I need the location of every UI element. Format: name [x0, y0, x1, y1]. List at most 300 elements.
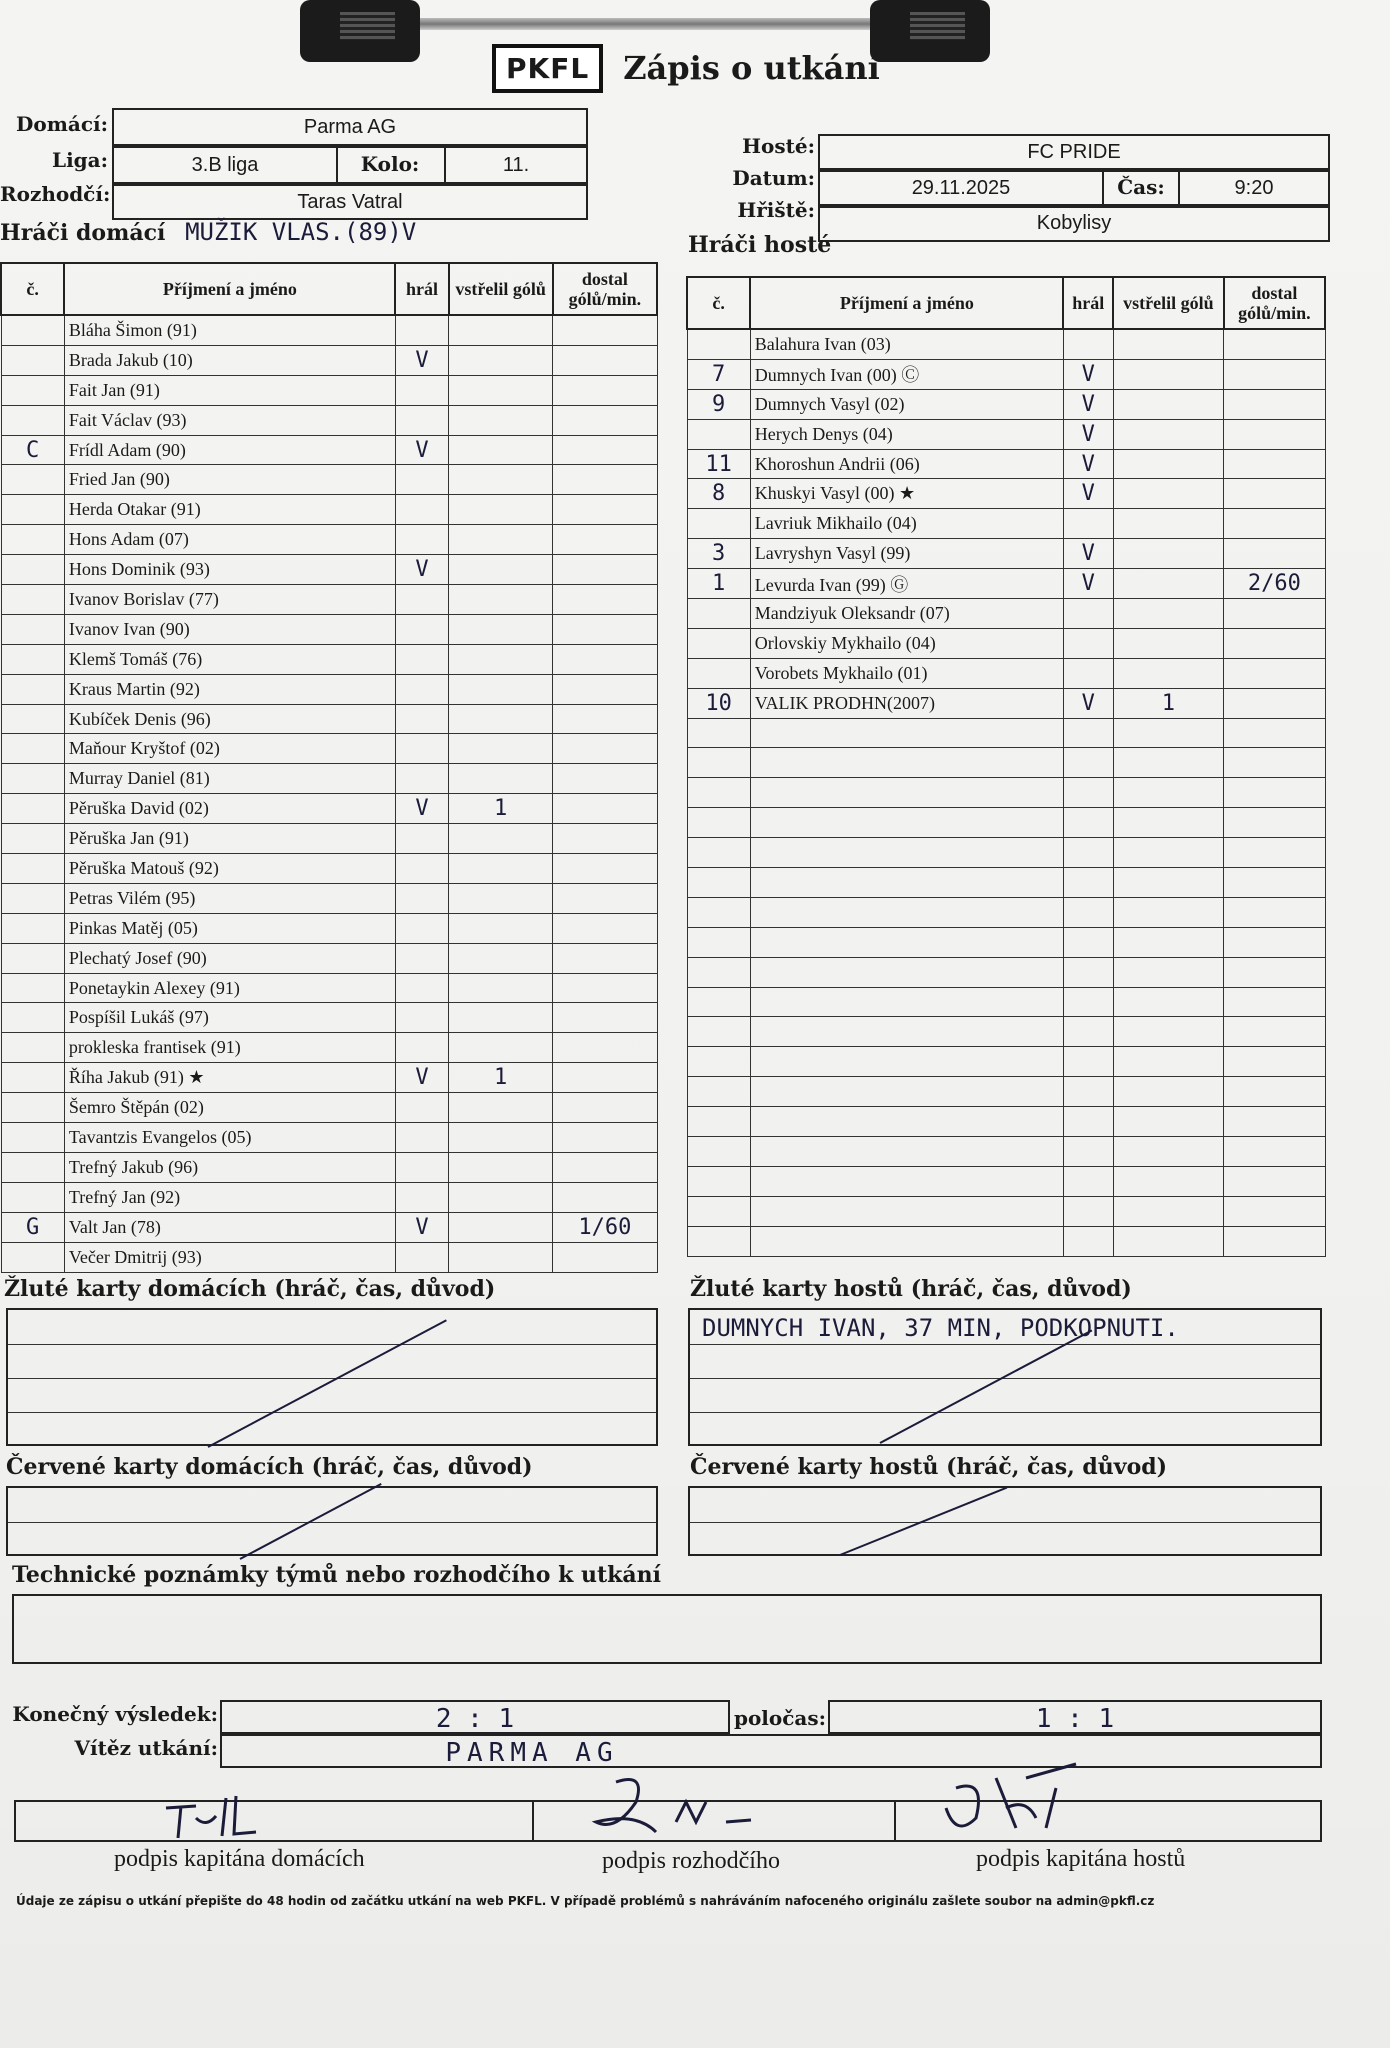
- played-mark: [1063, 1137, 1113, 1167]
- player-number: [687, 509, 750, 539]
- player-number: [1, 1152, 64, 1182]
- table-row: [1, 1212, 657, 1242]
- played-mark: [1063, 1107, 1113, 1137]
- player-number: [1, 1063, 64, 1093]
- conceded-value: [553, 1152, 657, 1182]
- goals-value: [449, 345, 553, 375]
- played-mark: [1063, 1077, 1113, 1107]
- guest-players-table: [686, 276, 1326, 1257]
- player-number: [687, 838, 750, 868]
- table-row: [1, 1242, 657, 1272]
- player-number: [1, 1242, 64, 1272]
- goals-value: [1113, 359, 1224, 389]
- table-row: [687, 718, 1325, 748]
- player-name: Ponetaykin Alexey (91): [64, 973, 395, 1003]
- goals-value: [1113, 1137, 1224, 1167]
- player-number: [687, 1107, 750, 1137]
- table-row: [687, 1047, 1325, 1077]
- player-name: [750, 1077, 1063, 1107]
- home-label: Domácí:: [16, 112, 108, 136]
- player-number: [1, 495, 64, 525]
- played-mark: [395, 1152, 448, 1182]
- played-mark: [395, 734, 448, 764]
- played-mark: [1063, 658, 1113, 688]
- played-mark: V: [395, 345, 448, 375]
- player-number: [1, 315, 64, 345]
- table-row: [687, 987, 1325, 1017]
- table-row: [687, 748, 1325, 778]
- player-name: Ivanov Ivan (90): [64, 614, 395, 644]
- halftime-value: 1 : 1: [1035, 1704, 1115, 1734]
- guest-team-field: [818, 134, 1330, 170]
- table-row: [687, 658, 1325, 688]
- guest-red-box: [688, 1486, 1322, 1556]
- conceded-value: [553, 943, 657, 973]
- conceded-value: [1224, 957, 1325, 987]
- table-row: [687, 599, 1325, 629]
- table-row: [1, 614, 657, 644]
- final-result-label: Konečný výsledek:: [12, 1702, 218, 1726]
- played-mark: [395, 674, 448, 704]
- goals-value: [1113, 897, 1224, 927]
- goals-value: 1: [449, 794, 553, 824]
- played-mark: [395, 644, 448, 674]
- played-mark: V: [1063, 479, 1113, 509]
- player-number: [1, 704, 64, 734]
- referee-label: Rozhodčí:: [0, 182, 111, 206]
- played-mark: [1063, 1166, 1113, 1196]
- conceded-value: [553, 585, 657, 615]
- player-number: [687, 329, 750, 359]
- field-label: Hřiště:: [737, 198, 815, 222]
- goals-value: [1113, 569, 1224, 599]
- guest-captain-sign-label: podpis kapitána hostů: [976, 1846, 1186, 1872]
- player-number: [1, 764, 64, 794]
- goals-value: [449, 1003, 553, 1033]
- goals-value: [449, 495, 553, 525]
- conceded-value: [1224, 479, 1325, 509]
- player-number: [1, 1093, 64, 1123]
- goals-value: [1113, 329, 1224, 359]
- time-label: Čas:: [1117, 175, 1165, 199]
- played-mark: [1063, 599, 1113, 629]
- col-num: č.: [687, 277, 750, 329]
- table-row: [1, 1033, 657, 1063]
- table-row: [1, 1123, 657, 1153]
- conceded-value: [1224, 718, 1325, 748]
- conceded-value: [553, 375, 657, 405]
- goals-value: [449, 614, 553, 644]
- goals-value: [449, 734, 553, 764]
- player-name: Kraus Martin (92): [64, 674, 395, 704]
- guest-team-value: FC PRIDE: [1027, 141, 1121, 163]
- player-name: [750, 1047, 1063, 1077]
- table-row: [687, 1196, 1325, 1226]
- played-mark: [1063, 329, 1113, 359]
- player-number: C: [1, 435, 64, 465]
- conceded-value: [553, 1182, 657, 1212]
- player-name: [750, 838, 1063, 868]
- played-mark: [395, 585, 448, 615]
- player-name: Khuskyi Vasyl (00) ★: [750, 479, 1063, 509]
- goals-value: [1113, 1047, 1224, 1077]
- conceded-value: 2/60: [1224, 569, 1325, 599]
- conceded-value: [553, 1093, 657, 1123]
- conceded-value: [553, 1033, 657, 1063]
- home-yellow-title: Žluté karty domácích (hráč, čas, důvod): [4, 1276, 496, 1302]
- home-captain-signature-icon: [156, 1788, 266, 1842]
- player-number: [687, 957, 750, 987]
- played-mark: V: [395, 435, 448, 465]
- player-name: Ivanov Borislav (77): [64, 585, 395, 615]
- table-row: [1, 734, 657, 764]
- table-row: [687, 688, 1325, 718]
- conceded-value: [1224, 509, 1325, 539]
- referee-value: Taras Vatral: [297, 191, 403, 213]
- player-name: Fried Jan (90): [64, 465, 395, 495]
- document-title: Zápis o utkání: [623, 49, 880, 87]
- goals-value: [449, 854, 553, 884]
- player-number: [687, 718, 750, 748]
- played-mark: [395, 614, 448, 644]
- player-name: [750, 778, 1063, 808]
- player-number: [1, 585, 64, 615]
- col-played: hrál: [395, 263, 448, 315]
- played-mark: [1063, 808, 1113, 838]
- goals-value: [449, 465, 553, 495]
- referee-field: [112, 184, 588, 220]
- player-name: [750, 1107, 1063, 1137]
- played-mark: [1063, 987, 1113, 1017]
- conceded-value: [553, 495, 657, 525]
- guest-captain-signature-icon: [936, 1758, 1096, 1844]
- table-row: [687, 1077, 1325, 1107]
- played-mark: [1063, 628, 1113, 658]
- home-players-table: [0, 262, 658, 1273]
- player-name: Šemro Štěpán (02): [64, 1093, 395, 1123]
- played-mark: [1063, 897, 1113, 927]
- goals-value: [449, 1212, 553, 1242]
- conceded-value: [553, 973, 657, 1003]
- player-number: [687, 868, 750, 898]
- table-row: [687, 957, 1325, 987]
- table-row: [687, 628, 1325, 658]
- played-mark: V: [395, 555, 448, 585]
- played-mark: [395, 1093, 448, 1123]
- table-row: [1, 883, 657, 913]
- player-number: [1, 375, 64, 405]
- player-name: Fait Jan (91): [64, 375, 395, 405]
- player-number: [1, 1182, 64, 1212]
- player-number: 9: [687, 389, 750, 419]
- player-number: [1, 345, 64, 375]
- conceded-value: [1224, 1047, 1325, 1077]
- table-row: [687, 359, 1325, 389]
- table-row: [687, 1166, 1325, 1196]
- player-number: [687, 748, 750, 778]
- goals-value: 1: [449, 1063, 553, 1093]
- played-mark: [395, 1123, 448, 1153]
- player-number: [1, 1123, 64, 1153]
- goals-value: [1113, 838, 1224, 868]
- halftime-label: poločas:: [733, 1706, 826, 1730]
- player-name: Pěruška Jan (91): [64, 824, 395, 854]
- conceded-value: [553, 644, 657, 674]
- goals-value: [1113, 778, 1224, 808]
- conceded-value: [1224, 599, 1325, 629]
- goals-value: [1113, 957, 1224, 987]
- table-row: [1, 405, 657, 435]
- player-number: [687, 628, 750, 658]
- player-name: Bláha Šimon (91): [64, 315, 395, 345]
- player-name: Khoroshun Andrii (06): [750, 449, 1063, 479]
- table-row: [1, 525, 657, 555]
- played-mark: V: [1063, 569, 1113, 599]
- goals-value: [449, 435, 553, 465]
- played-mark: [395, 1033, 448, 1063]
- player-number: [687, 419, 750, 449]
- player-name: Trefný Jan (92): [64, 1182, 395, 1212]
- player-name: [750, 718, 1063, 748]
- player-name: [750, 748, 1063, 778]
- played-mark: [1063, 868, 1113, 898]
- conceded-value: [553, 435, 657, 465]
- conceded-value: [553, 1063, 657, 1093]
- player-name: Maňour Kryštof (02): [64, 734, 395, 764]
- player-number: [687, 927, 750, 957]
- goals-value: [449, 674, 553, 704]
- notes-box: [12, 1594, 1322, 1664]
- player-name: Pěruška David (02): [64, 794, 395, 824]
- played-mark: V: [1063, 389, 1113, 419]
- played-mark: [1063, 1017, 1113, 1047]
- table-row: [1, 824, 657, 854]
- player-name: Plechatý Josef (90): [64, 943, 395, 973]
- table-row: [1, 1093, 657, 1123]
- goals-value: [1113, 748, 1224, 778]
- conceded-value: [1224, 1017, 1325, 1047]
- player-number: [687, 1226, 750, 1256]
- player-number: [687, 1077, 750, 1107]
- conceded-value: [1224, 838, 1325, 868]
- table-row: [687, 569, 1325, 599]
- conceded-value: [1224, 329, 1325, 359]
- played-mark: [1063, 927, 1113, 957]
- conceded-value: [1224, 658, 1325, 688]
- played-mark: [395, 854, 448, 884]
- player-name: Klemš Tomáš (76): [64, 644, 395, 674]
- goals-value: [449, 555, 553, 585]
- player-number: [687, 808, 750, 838]
- conceded-value: [1224, 688, 1325, 718]
- goals-value: [1113, 808, 1224, 838]
- player-name: Večer Dmitrij (93): [64, 1242, 395, 1272]
- goals-value: [449, 1182, 553, 1212]
- conceded-value: [553, 1242, 657, 1272]
- table-row: [1, 465, 657, 495]
- conceded-value: [553, 764, 657, 794]
- goals-value: [449, 824, 553, 854]
- goals-value: [1113, 628, 1224, 658]
- played-mark: [395, 943, 448, 973]
- goals-value: [1113, 1166, 1224, 1196]
- played-mark: [395, 1182, 448, 1212]
- player-number: [687, 599, 750, 629]
- col-conceded: dostal gólů/min.: [1224, 277, 1325, 329]
- player-number: [1, 973, 64, 1003]
- conceded-value: [1224, 927, 1325, 957]
- player-number: [687, 658, 750, 688]
- round-label: Kolo:: [360, 152, 420, 176]
- player-number: [1, 824, 64, 854]
- player-name: Mandziyuk Oleksandr (07): [750, 599, 1063, 629]
- player-number: [687, 1166, 750, 1196]
- conceded-value: [553, 854, 657, 884]
- conceded-value: [553, 465, 657, 495]
- league-value: 3.B liga: [191, 154, 259, 176]
- table-row: [687, 389, 1325, 419]
- pkfl-logo: PKFL: [492, 44, 603, 93]
- col-num: č.: [1, 263, 64, 315]
- played-mark: [395, 525, 448, 555]
- played-mark: [395, 495, 448, 525]
- conceded-value: [1224, 449, 1325, 479]
- played-mark: [1063, 838, 1113, 868]
- player-name: Frídl Adam (90): [64, 435, 395, 465]
- played-mark: [1063, 957, 1113, 987]
- table-row: [1, 495, 657, 525]
- played-mark: [395, 973, 448, 1003]
- player-name: Fait Václav (93): [64, 405, 395, 435]
- player-name: Herda Otakar (91): [64, 495, 395, 525]
- player-name: [750, 808, 1063, 838]
- player-name: Orlovskiy Mykhailo (04): [750, 628, 1063, 658]
- table-row: [1, 315, 657, 345]
- time-value: 9:20: [1234, 177, 1274, 199]
- guest-red-title: Červené karty hostů (hráč, čas, důvod): [690, 1454, 1168, 1480]
- goals-value: [1113, 599, 1224, 629]
- player-number: 1: [687, 569, 750, 599]
- table-row: [687, 329, 1325, 359]
- player-number: [1, 405, 64, 435]
- played-mark: [395, 764, 448, 794]
- player-name: Dumnych Ivan (00) Ⓒ: [750, 359, 1063, 389]
- played-mark: [395, 883, 448, 913]
- conceded-value: [553, 345, 657, 375]
- table-row: [687, 927, 1325, 957]
- table-row: [1, 674, 657, 704]
- played-mark: [395, 1003, 448, 1033]
- table-row: [687, 838, 1325, 868]
- conceded-value: [1224, 1166, 1325, 1196]
- conceded-value: [553, 614, 657, 644]
- table-row: [687, 1107, 1325, 1137]
- table-row: [687, 868, 1325, 898]
- goals-value: [1113, 658, 1224, 688]
- player-name: Trefný Jakub (96): [64, 1152, 395, 1182]
- table-row: [1, 1152, 657, 1182]
- table-row: [1, 794, 657, 824]
- player-name: Vorobets Mykhailo (01): [750, 658, 1063, 688]
- player-name: Říha Jakub (91) ★: [64, 1063, 395, 1093]
- played-mark: [1063, 1226, 1113, 1256]
- goals-value: [449, 525, 553, 555]
- col-goals: vstřelil gólů: [1113, 277, 1224, 329]
- conceded-value: [1224, 389, 1325, 419]
- player-name: Brada Jakub (10): [64, 345, 395, 375]
- player-number: 10: [687, 688, 750, 718]
- conceded-value: [1224, 868, 1325, 898]
- conceded-value: [553, 704, 657, 734]
- conceded-value: [553, 883, 657, 913]
- player-name: [750, 957, 1063, 987]
- player-number: 7: [687, 359, 750, 389]
- goals-value: [449, 1033, 553, 1063]
- col-played: hrál: [1063, 277, 1113, 329]
- played-mark: [1063, 778, 1113, 808]
- conceded-value: [553, 674, 657, 704]
- referee-sign-label: podpis rozhodčího: [602, 1848, 780, 1874]
- conceded-value: [1224, 1137, 1325, 1167]
- conceded-value: [1224, 778, 1325, 808]
- table-row: [1, 375, 657, 405]
- goals-value: [449, 943, 553, 973]
- table-row: [1, 943, 657, 973]
- played-mark: V: [1063, 419, 1113, 449]
- winner-label: Vítěz utkání:: [74, 1736, 218, 1760]
- player-number: [687, 1047, 750, 1077]
- conceded-value: [553, 1003, 657, 1033]
- goals-value: [1113, 419, 1224, 449]
- player-name: [750, 1226, 1063, 1256]
- date-label: Datum:: [732, 166, 815, 190]
- conceded-value: [1224, 419, 1325, 449]
- player-number: [1, 883, 64, 913]
- conceded-value: [1224, 359, 1325, 389]
- player-number: [1, 465, 64, 495]
- goals-value: [1113, 1077, 1224, 1107]
- goals-value: [1113, 479, 1224, 509]
- table-row: [1, 555, 657, 585]
- player-name: Tavantzis Evangelos (05): [64, 1123, 395, 1153]
- goals-value: [449, 1093, 553, 1123]
- goals-value: [449, 1123, 553, 1153]
- goals-value: [1113, 1017, 1224, 1047]
- round-value: 11.: [502, 154, 530, 176]
- table-row: [1, 585, 657, 615]
- conceded-value: [553, 794, 657, 824]
- field-field: [818, 206, 1330, 242]
- guest-yellow-box: [688, 1308, 1322, 1446]
- header: [492, 42, 880, 94]
- played-mark: [1063, 509, 1113, 539]
- table-row: [1, 704, 657, 734]
- player-number: [1, 525, 64, 555]
- player-name: [750, 1196, 1063, 1226]
- player-name: [750, 868, 1063, 898]
- guest-yellow-entry: DUMNYCH IVAN, 37 MIN, PODKOPNUTI.: [702, 1314, 1179, 1342]
- goals-value: [449, 644, 553, 674]
- player-name: Dumnych Vasyl (02): [750, 389, 1063, 419]
- player-name: Pěruška Matouš (92): [64, 854, 395, 884]
- conceded-value: [553, 315, 657, 345]
- player-name: Lavryshyn Vasyl (99): [750, 539, 1063, 569]
- player-number: [1, 674, 64, 704]
- table-row: [1, 913, 657, 943]
- played-mark: [1063, 718, 1113, 748]
- player-number: [1, 644, 64, 674]
- date-field: [818, 170, 1330, 206]
